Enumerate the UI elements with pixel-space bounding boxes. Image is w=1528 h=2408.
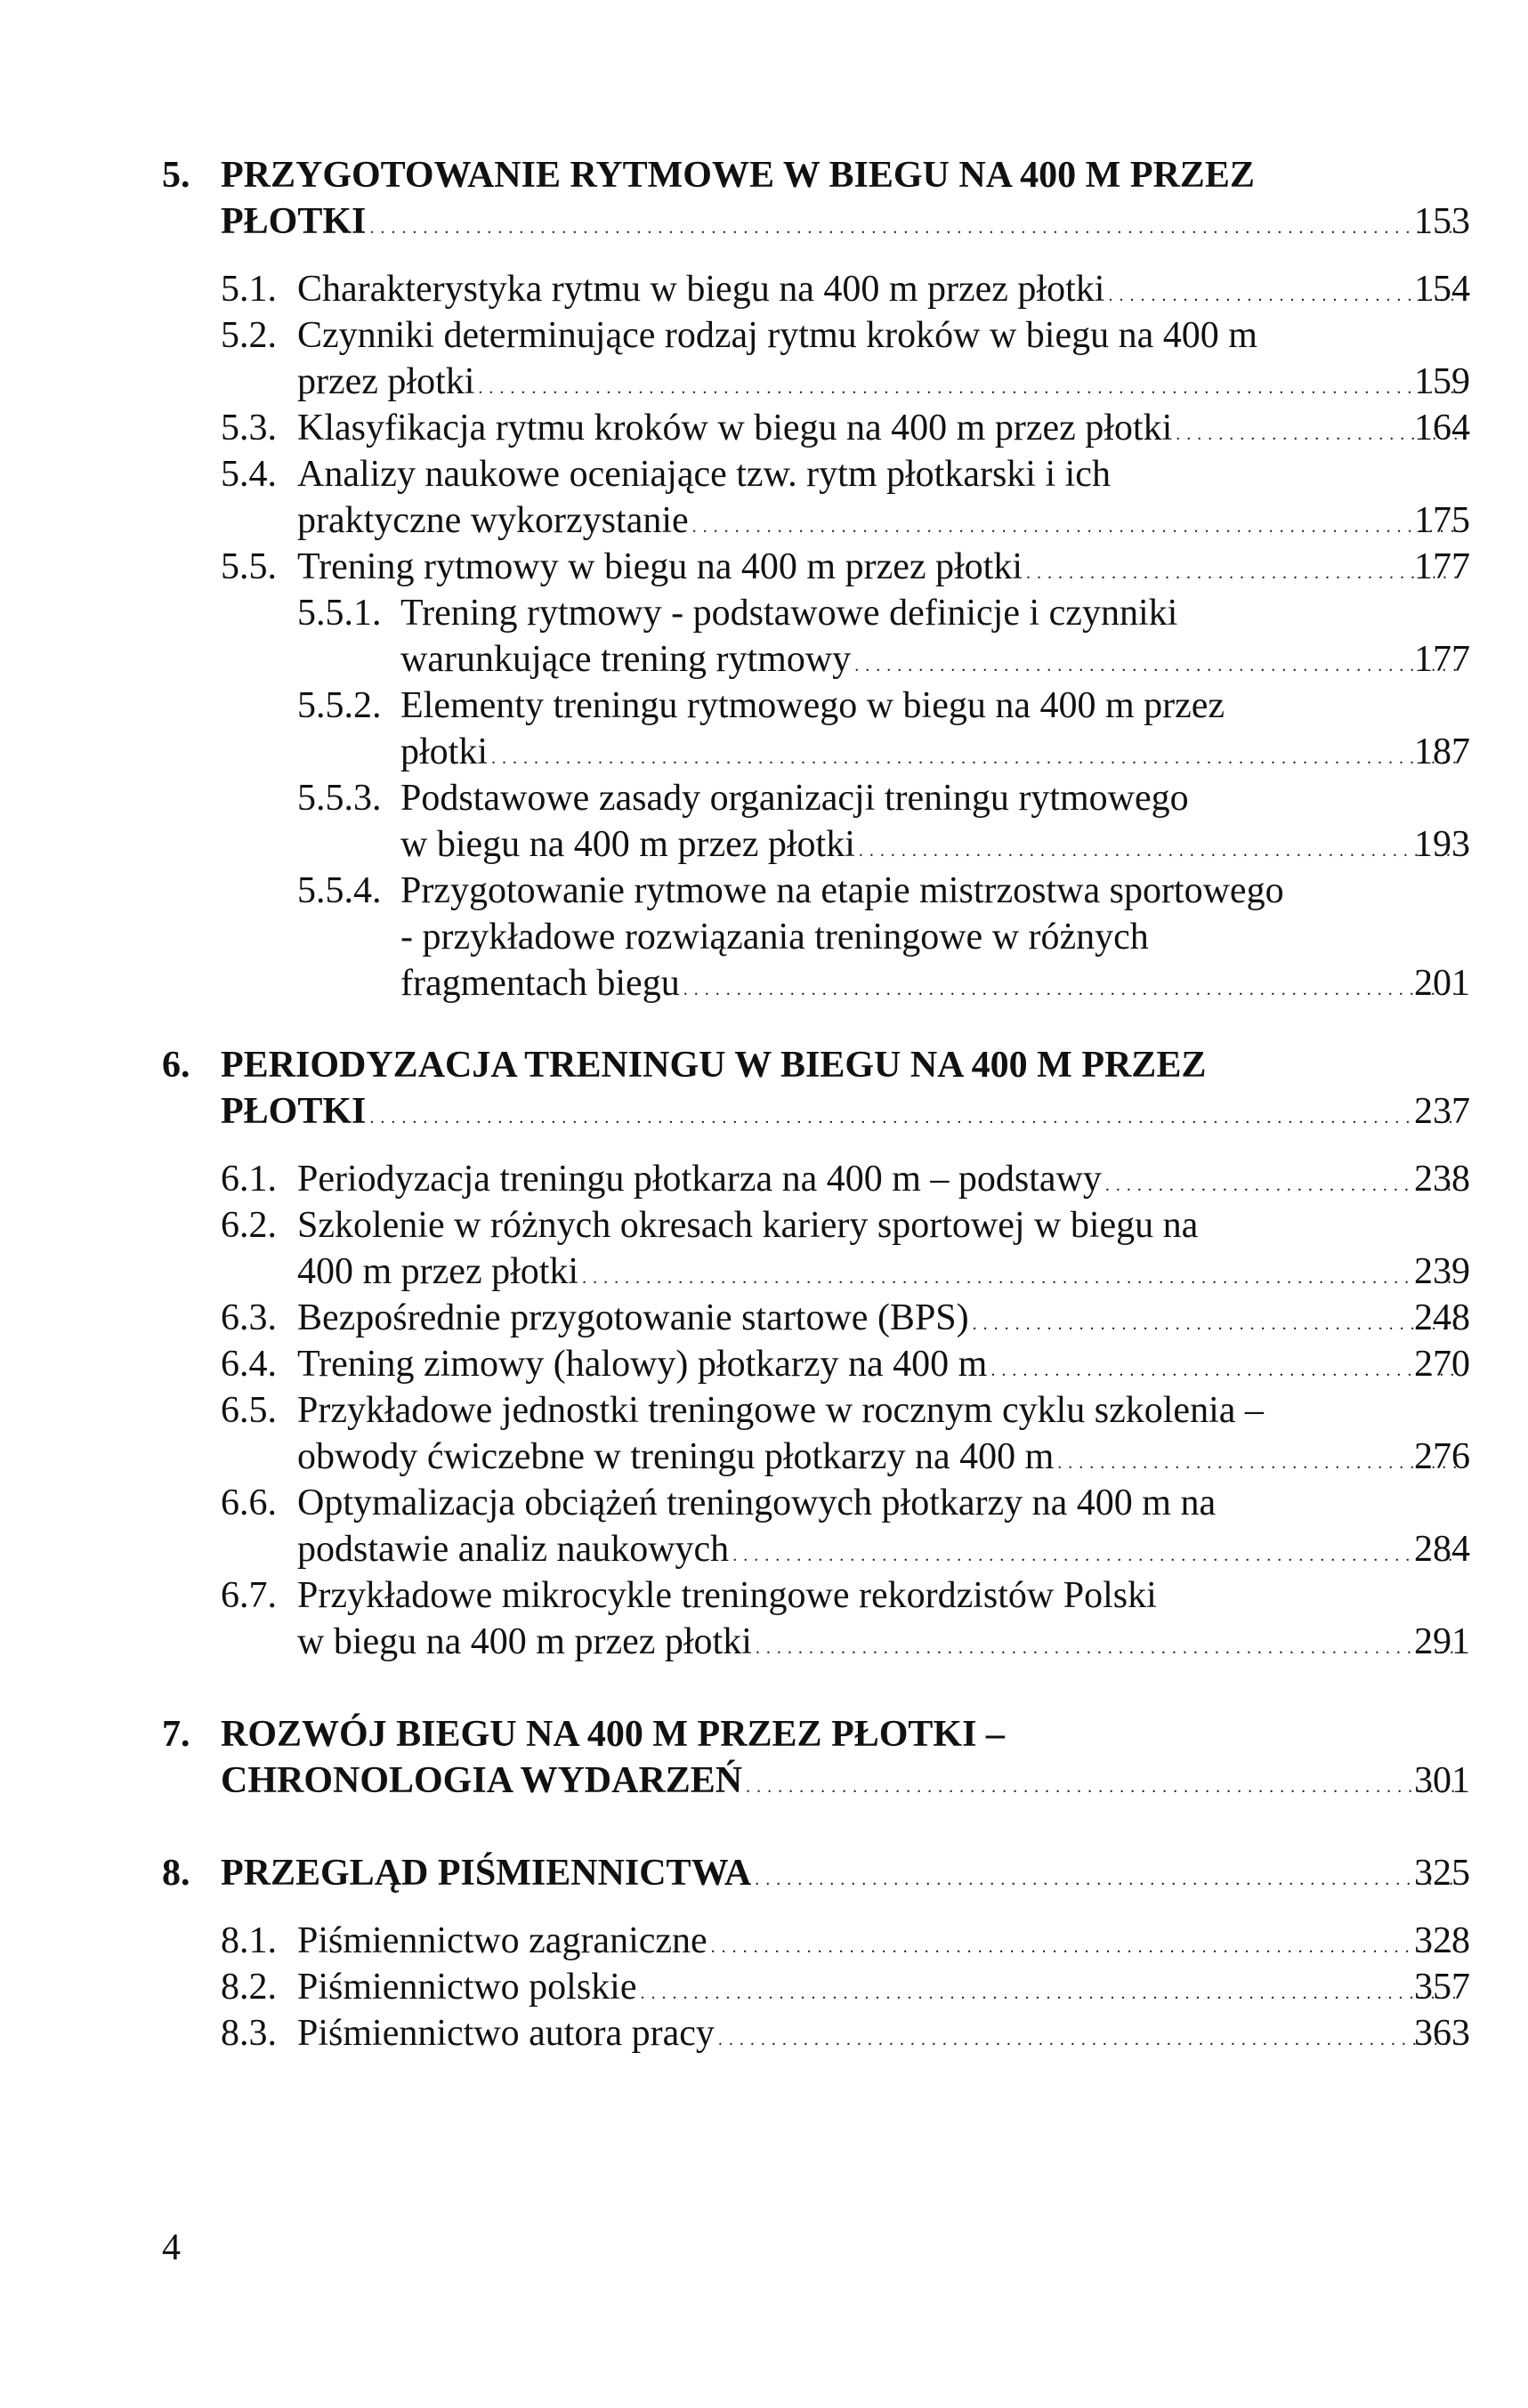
toc-page-number: 153 <box>1414 201 1470 242</box>
toc-entry: warunkujące trening rytmowy . . . 177 <box>400 641 1470 678</box>
toc-entry: w biegu na 400 m przez płotki . . . 193 <box>400 826 1470 863</box>
toc-entry: 6.4. Trening zimowy (halowy) płotkarzy na 400 m . . . 270 <box>221 1345 1470 1383</box>
toc-page-number: 248 <box>1414 1297 1470 1338</box>
toc-entry: 5.5.4. Przygotowanie rytmowe na etapie mistrzostwa sportowego <box>297 870 1284 911</box>
toc-entry: 5.5. Trening rytmowy w biegu na 400 m przez płotki . . . 177 <box>221 548 1470 586</box>
toc-page-number: 291 <box>1414 1621 1470 1662</box>
toc-entry: przez płotki . . . 159 <box>297 363 1470 400</box>
toc-page-number: 187 <box>1414 731 1470 772</box>
toc-page-number: 201 <box>1414 963 1470 1004</box>
toc-chapter-heading: 7. ROZWÓJ BIEGU NA 400 M PRZEZ PŁOTKI – <box>162 1714 1005 1755</box>
toc-page-number: 177 <box>1414 639 1470 680</box>
toc-entry: praktyczne wykorzystanie . . . 175 <box>297 502 1470 539</box>
toc-entry: 6.5. Przykładowe jednostki treningowe w rocznym cyklu szkolenia – <box>221 1390 1264 1431</box>
toc-chapter-heading: PŁOTKI . . . 153 <box>221 203 1470 240</box>
toc-page-number: 357 <box>1414 1967 1470 2008</box>
toc-entry: 6.3. Bezpośrednie przygotowanie startowe (BPS) . . . 248 <box>221 1299 1470 1337</box>
toc-entry: 6.7. Przykładowe mikrocykle treningowe rekordzistów Polski <box>221 1575 1157 1616</box>
toc-page-number: 284 <box>1414 1529 1470 1570</box>
toc-chapter-heading: 8. PRZEGLĄD PIŚMIENNICTWA . . . 325 <box>162 1854 1470 1892</box>
toc-entry: 5.2. Czynniki determinujące rodzaj rytmu kroków w biegu na 400 m <box>221 315 1257 356</box>
toc-page-number: 301 <box>1414 1760 1470 1801</box>
toc-chapter-heading: 6. PERIODYZACJA TRENINGU W BIEGU NA 400 M PRZEZ <box>162 1045 1207 1086</box>
toc-entry: 8.1. Piśmiennictwo zagraniczne . . . 328 <box>221 1922 1470 1960</box>
page-number: 4 <box>162 2227 181 2268</box>
toc-entry: 5.3. Klasyfikacja rytmu kroków w biegu na 400 m przez płotki . . . 164 <box>221 409 1470 447</box>
toc-page-number: 177 <box>1414 546 1470 587</box>
toc-chapter-heading: PŁOTKI . . . 237 <box>221 1093 1470 1130</box>
toc-page-number: 363 <box>1414 2013 1470 2054</box>
toc-entry: w biegu na 400 m przez płotki . . . 291 <box>297 1623 1470 1661</box>
toc-page-number: 276 <box>1414 1436 1470 1477</box>
toc-page-number: 159 <box>1414 361 1470 402</box>
toc-entry: 5.1. Charakterystyka rytmu w biegu na 400 m przez płotki . . . 154 <box>221 271 1470 308</box>
toc-entry: 400 m przez płotki . . . 239 <box>297 1253 1470 1290</box>
toc-entry: podstawie analiz naukowych . . . 284 <box>297 1531 1470 1568</box>
toc-page-number: 328 <box>1414 1920 1470 1961</box>
toc-page-number: 175 <box>1414 500 1470 541</box>
toc-entry: 5.4. Analizy naukowe oceniające tzw. rytm płotkarski i ich <box>221 454 1111 495</box>
toc-entry: fragmentach biegu . . . 201 <box>400 965 1470 1002</box>
toc-page-number: 154 <box>1414 269 1470 310</box>
toc-entry: 6.6. Optymalizacja obciążeń treningowych płotkarzy na 400 m na <box>221 1483 1217 1523</box>
toc-entry: 6.2. Szkolenie w różnych okresach kariery sportowej w biegu na <box>221 1205 1199 1246</box>
toc-entry: 8.3. Piśmiennictwo autora pracy . . . 363 <box>221 2015 1470 2052</box>
toc-page-number: 238 <box>1414 1159 1470 1200</box>
toc-page-number: 237 <box>1414 1091 1470 1132</box>
toc-page-number: 193 <box>1414 824 1470 865</box>
toc-entry: - przykładowe rozwiązania treningowe w różnych <box>400 917 1149 958</box>
toc-entry: 5.5.1. Trening rytmowy - podstawowe definicje i czynniki <box>297 593 1178 634</box>
toc-chapter-heading: CHRONOLOGIA WYDARZEŃ . . . 301 <box>221 1762 1470 1799</box>
toc-page-number: 239 <box>1414 1251 1470 1292</box>
toc-entry: płotki . . . 187 <box>400 733 1470 771</box>
toc-entry: 5.5.3. Podstawowe zasady organizacji treningu rytmowego <box>297 778 1189 819</box>
toc-entry: 6.1. Periodyzacja treningu płotkarza na 400 m – podstawy . . . 238 <box>221 1160 1470 1198</box>
toc-page-number: 164 <box>1414 408 1470 448</box>
toc-page-number: 270 <box>1414 1344 1470 1385</box>
toc-entry: 8.2. Piśmiennictwo polskie . . . 357 <box>221 1968 1470 2006</box>
toc-entry: 5.5.2. Elementy treningu rytmowego w biegu na 400 m przez <box>297 685 1225 726</box>
toc-page-number: 325 <box>1414 1853 1470 1894</box>
toc-chapter-heading: 5. PRZYGOTOWANIE RYTMOWE W BIEGU NA 400 M PRZEZ <box>162 155 1255 196</box>
toc-entry: obwody ćwiczebne w treningu płotkarzy na 400 m . . . 276 <box>297 1438 1470 1475</box>
